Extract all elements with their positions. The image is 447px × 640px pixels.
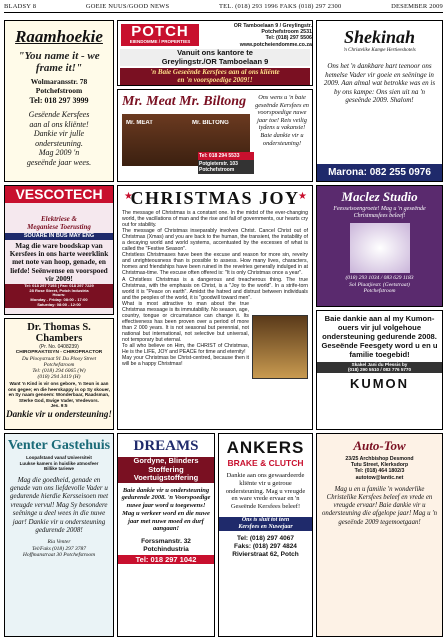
venter-message: Mag die goedheid, genade en genade van ons liefdevolle Vader u gedurende hierdie Kersseisoen met vreugde vervul! Mag Sy besondere seëninge u deel wees in die nuwe jaar! Dankie vir u ondersteuning gedurende 2008!: [9, 475, 109, 534]
ad-mr-biltong: [117, 89, 313, 182]
shekinah-message: Ons het 'n dankbare hart teenoor ons hemelse Vader vir goeie en seëninge in 2009. Aan almal wat betrokke was en is by ons kampe: Ons sien uit na 'n geseënde 2009. Shalom!: [323, 62, 436, 104]
biltong-shop-biltong: Mr. BILTONG: [192, 120, 229, 126]
ad-potch-eiendomme: [117, 20, 313, 86]
star-icon: ★: [124, 191, 133, 202]
venter-sign: Ria Venter Tel/Faks (018) 297 3787 Hoffmanstraat 30 Potchefstroom: [22, 539, 96, 559]
dreams-sub: Gordyne, Blinders Stoffering Voertuigstoffering: [118, 457, 214, 483]
kumon-logo: KUMON: [349, 375, 410, 391]
ad-shekinah: [316, 20, 443, 182]
shekinah-logo: Shekinah: [343, 27, 416, 47]
ad-dr-chambers: [4, 318, 114, 430]
biltong-message: Ons wens u 'n baie geseënde Kersfees en voorspoedige nuwe jaar toe! Reis veilig tydens u vakansie! Baie dankie vir u ondersteuning!: [255, 94, 309, 147]
ad-venter-gastehuis: [4, 433, 114, 637]
raamhoekie-tel: Tel: 018 297 3999: [29, 96, 89, 105]
chambers-message: Want 'n Kind is vir ons gebore, 'n Seun is aan ons gegee; en die heerskappy is op Sy skouer, en Sy naam genoem: Wonderbaar, Raadsman, Sterke God, Ewige Vader, Vredevors. Jes. 9:5: [8, 381, 110, 409]
raamhoekie-address: Wolmaransstr. 78 Potchefstroom: [30, 77, 88, 95]
chambers-address: Du Plooystraat 91 Du Plooy Street Potchefstroom: [21, 356, 97, 368]
article-image: [252, 315, 308, 379]
ad-dreams: [117, 433, 215, 637]
ankers-tel: Tel: (018) 297 4067 Faks: (018) 297 4824 Rivierstraat 62, Potch: [232, 534, 299, 558]
ad-raamhoekie: [4, 20, 114, 182]
shekinah-sub: 'n Christelike Kampe Hertieeshotels: [343, 48, 416, 53]
article-paragraph: To all who believe on Him, the CHRIST of Christmas, He is the LIFE, JOY and PEACE for time and eternity!: [122, 343, 249, 356]
dreams-logo: DREAMS: [133, 438, 199, 454]
vescotech-contact: Tel: 018 297 7193 | Fax: 018 297 7229 28 Rose Street, Potch Industria Hours: Monday - Friday: 08:00 - 17:00 Saturday: 08:00 - 12:00: [5, 284, 113, 308]
article-paragraph: The message of Christmas inseparably involves Christ. Cancel Christ out of Christmas (Xmas) and you are back to the human, the transient, the instability of a decaying world and world systems, accentuated by the excesses of what is called the "Festive Season".: [122, 228, 308, 253]
article-paragraph: A Christless Christmas is a dangerous and treacherous thing. The true Christmas, with the emphasis on Christ, is a "Joy to the world". In a strife-torn world it is "Peace on earth". Amidst the hatred and distrust between individuals and the peoples of the world, it is "goodwill toward men".: [122, 276, 308, 301]
biltong-tel: Tel: 018 294 5533: [198, 152, 254, 160]
publication-phone: TEL. (018) 293 1996 FAKS (018) 297 2300: [218, 3, 342, 10]
vescotech-logo: VESCOTECH: [5, 186, 113, 203]
maclez-photo: [350, 223, 410, 273]
chambers-tel: Tel: (018) 294 6065 (W) (018) 294 3419 (H): [32, 368, 86, 381]
chambers-reg: (Pr. No. 0408239): [39, 344, 79, 350]
article-body: [122, 210, 308, 379]
vescotech-banner: SOUARE IN BUS MAY ENG: [5, 233, 113, 240]
biltong-shop-meat: Mr. MEAT: [126, 120, 153, 126]
kumon-message: Baie dankie aan al my Kumon-ouers vir jul volgehoue ondersteuning gedurende 2008. Geseënde Feesgety word u en u familie toegebid!: [321, 314, 438, 359]
raamhoekie-tagline: "You name it - we frame it!": [18, 50, 100, 74]
article-paragraph: What is most attractive to man about the true Christmas message is its immutability. No season, age, country, tongue or circumstance can change it. Its effectiveness has been proven over a period of more than 2 000 years. It is not seasonal but perennial, not national but international, not selective but universal, not temporary but eternal.: [122, 300, 249, 343]
page-header: [4, 3, 443, 13]
dreams-tel: Tel: 018 297 1042: [118, 555, 214, 564]
autotow-message: Mag u en u familie 'n wonderlike Christelike Kersfees beleef en vrede en vreugde ervaar! Baie dankie vir u ondersteuning die afgelope jaar! Mag u 'n geseënde 2009 tegemoetgaan!: [321, 485, 438, 526]
dreams-message: Baie dankie vir u ondersteuning gedurende 2008. 'n Voorspoedige nuwe jaar word u toegewens! Mag u verkeer word en die nuwe jaar met nuwe moed en durf aangaan!: [121, 486, 211, 533]
maclez-message: Feesseisoengroete! Mag u 'n geseënde Christmasfees beleef!: [333, 206, 426, 219]
chambers-name: Dr. Thomas S. Chambers: [27, 322, 91, 344]
potch-logo: POTCH: [131, 24, 189, 40]
maclez-contact: (018) 293 1034 / 083 629 1183 Sol Plaatjiestr. (Geetstraat) Potchefstroom: [345, 275, 414, 294]
chambers-practice: CHIROPRAKTISYN - CHIROPRACTOR: [15, 350, 103, 355]
ad-maclez-studio: [316, 185, 443, 307]
vescotech-message: Mag die ware boodskap van Kersfees in ons harte weerklink met note van hoop, genade, en liefde! Seënwense en voorspoed vir 2009!: [9, 241, 109, 283]
kumon-contact: Skakel Jani du Plessis by (018) 290 5510 / 083 776 5770: [317, 362, 442, 373]
raamhoekie-message: Gesëende Kersfees aan al ons kliënte! Dankie vir julle ondersteuning. Mag 2009 'n geseënde jaar wees.: [26, 110, 92, 167]
potch-wish: 'n Baie Geseënde Kersfees aan al ons kliënte en 'n voorspoedige 2009!!: [120, 68, 310, 85]
ad-vescotech: [4, 185, 114, 315]
article-christmas-joy: [117, 185, 313, 430]
autotow-address: 23/25 Archbishop Desmond Tutu Street, Klerksdorp Tel: (018) 464 1802/3 autotow@lantic.net: [345, 456, 414, 481]
maclez-logo: Maclez Studio: [341, 189, 418, 204]
ankers-sub: BRAKE & CLUTCH: [227, 458, 304, 468]
issue-date: DESEMBER 2009: [391, 3, 443, 10]
raamhoekie-logo: Raamhoekie: [15, 27, 103, 46]
potch-address: OR Tamboelaan 9 / Greylingstr. Potchefstroom 2531 Tel: (018) 297 5506 www.potcheiendomme.co.za: [233, 23, 312, 48]
ankers-message: Dankie aan ons gewaardeerde kliënte vir u getroue ondersteuning. Mag u vreugde en ware vrede ervaar en 'n Geseënde Kersfees beleef!: [225, 472, 306, 511]
potch-logo-sub: EIENDOMME / PROPERTIES: [129, 39, 191, 44]
star-icon: ★: [298, 191, 307, 202]
ad-ankers: [218, 433, 313, 637]
ankers-closed: Ons is sluit tot teen Kersfees en Nuwejaar: [219, 517, 312, 531]
biltong-title: Mr. Meat Mr. Biltong: [122, 94, 247, 109]
publication-title: GOEIE NUUS/GOOD NEWS: [85, 3, 170, 10]
article-title: CHRISTMAS JOY: [130, 188, 300, 208]
venter-sub: Loopafstand vanaf Universiteit Luukse kamers in huislike atmosfeer Billike tariewe: [19, 455, 99, 471]
potch-vanuit: Vanuit ons kantore te Greylingstr./OR Tamboelaan 9: [120, 49, 310, 66]
shekinah-phone: Marona: 082 255 0976: [317, 164, 442, 181]
dreams-address: Forssmanstr. 32 Potchindustria: [141, 538, 191, 553]
article-paragraph: The message of Christmas is a constant one. In the midst of the ever-changing world, the vacillations of man and the rise and fall of governments, our hearts cry out for stability.: [122, 210, 308, 229]
potch-logo-block: [121, 24, 199, 46]
ad-auto-tow: [316, 433, 443, 637]
venter-logo: Venter Gastehuis: [7, 438, 111, 453]
article-paragraph: Christless Christmases have been the excuse and reason for more sin, revelry and unrighteousness than is possible to assess. How many lives, characters, homes and friendships have been ruined in the revelries generally indulged in at Christmas-time. The excuse often offered is: "It is only Christmas once a year".: [122, 252, 308, 277]
vescotech-sub: Elektriese & Meganiese Toerusting: [27, 215, 91, 231]
page-number: BLADSY 8: [4, 3, 37, 10]
ad-kumon: [316, 310, 443, 430]
chambers-thanks: Dankie vir u ondersteuning!: [6, 409, 112, 420]
autotow-logo: Auto-Tow: [353, 438, 406, 453]
article-paragraph: May your Christmas be Christ-centred, because then it will be a happy Christmas!: [122, 355, 249, 368]
biltong-address: Potgieterstr. 103 Potchefstroom: [198, 160, 254, 174]
ankers-logo: ANKERS: [226, 438, 305, 457]
